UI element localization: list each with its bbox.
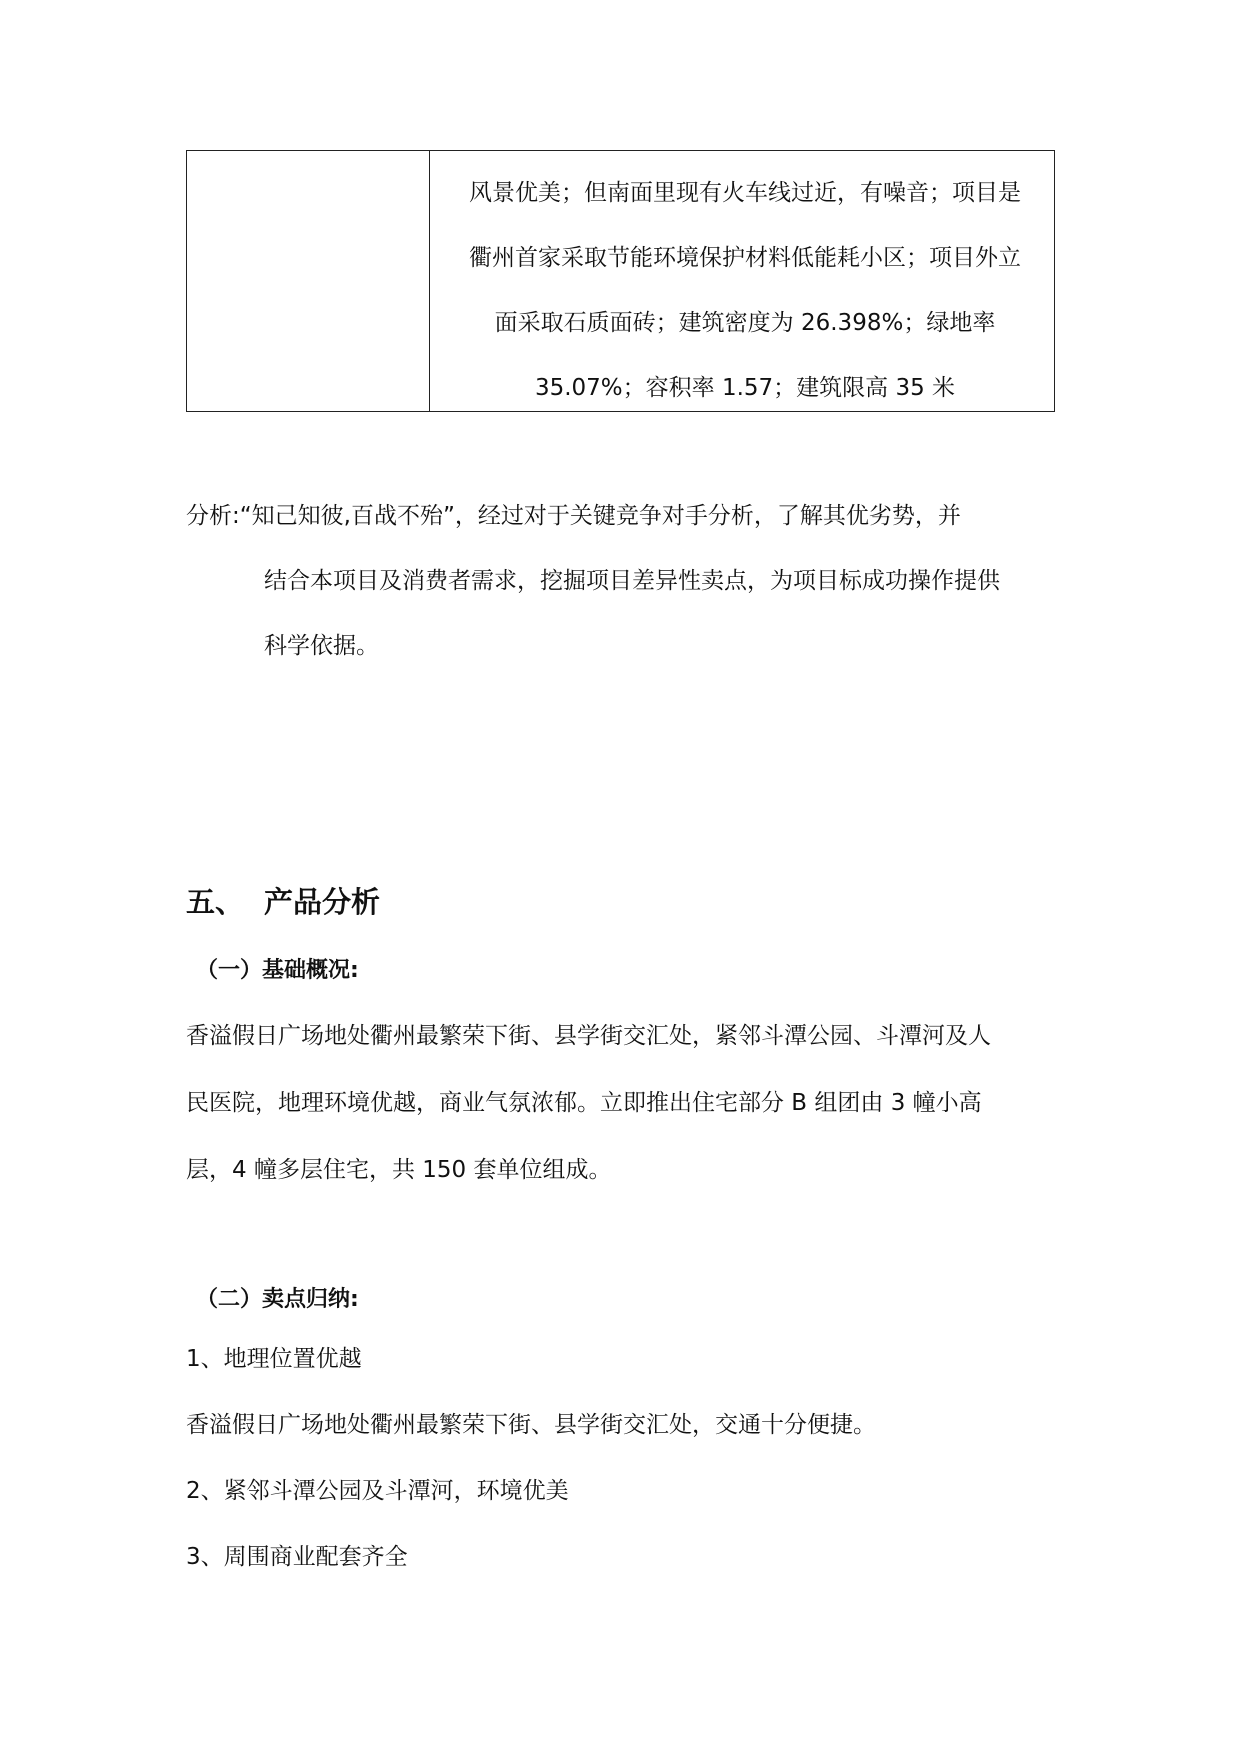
table-line: 风景优美；但南面里现有火车线过近，有噪音；项目是 [469,180,1021,206]
table-line: 衢州首家采取节能环境保护材料低能耗小区；项目外立 [469,245,1021,271]
info-table [186,150,1055,412]
analysis-line: 分析:“知己知彼,百战不殆”，经过对于关键竞争对手分析，了解其优劣势，并 [186,503,961,529]
table-cell-empty [187,151,430,411]
analysis-line: 科学依据。 [264,633,379,659]
table-cell-text [430,151,1054,411]
basic-line: 民医院，地理环境优越，商业气氛浓郁。立即推出住宅部分 B 组团由 3 幢小高 [186,1090,982,1116]
basic-heading: （一）基础概况: [196,958,359,983]
selling-item-1: 1、地理位置优越 [186,1346,362,1372]
selling-item-2: 2、紧邻斗潭公园及斗潭河，环境优美 [186,1478,569,1504]
table-line: 面采取石质面砖；建筑密度为 26.398%；绿地率 [494,310,996,336]
selling-item-1-text: 香溢假日广场地处衢州最繁荣下街、县学街交汇处，交通十分便捷。 [186,1412,876,1438]
section-number: 五、 [186,885,245,919]
basic-line: 层，4 幢多层住宅，共 150 套单位组成。 [186,1157,612,1183]
basic-line: 香溢假日广场地处衢州最繁荣下街、县学街交汇处，紧邻斗潭公园、斗潭河及人 [186,1023,991,1049]
analysis-paragraph [186,484,1056,679]
table-line: 35.07%；容积率 1.57；建筑限高 35 米 [534,375,956,401]
basic-paragraph [186,1003,1056,1204]
section-heading [186,880,380,921]
selling-heading: （二）卖点归纳: [196,1287,359,1312]
section-title: 产品分析 [264,885,381,919]
analysis-line: 结合本项目及消费者需求，挖掘项目差异性卖点，为项目标成功操作提供 [264,568,1000,594]
selling-item-3: 3、周围商业配套齐全 [186,1544,408,1570]
